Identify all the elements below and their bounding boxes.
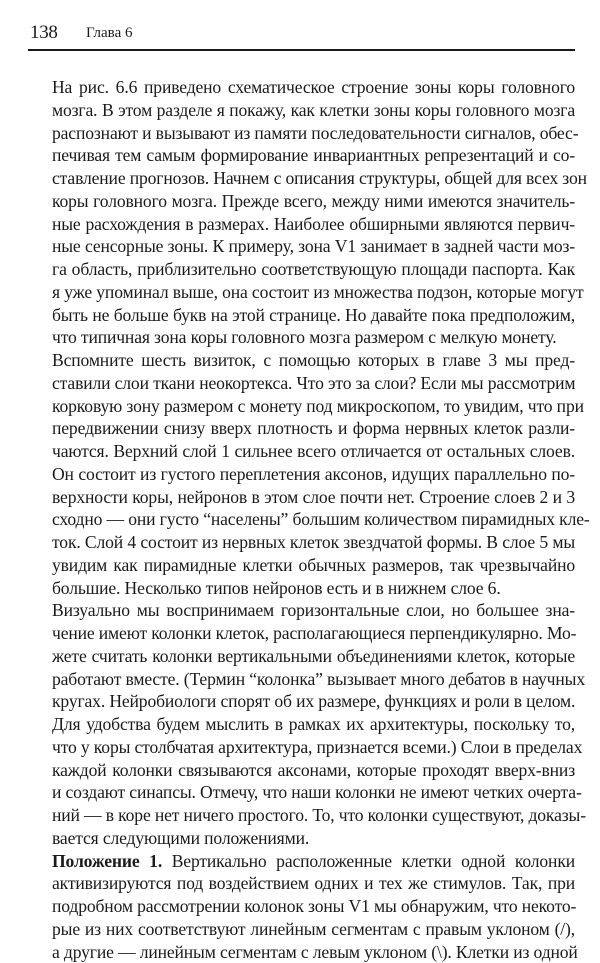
text-line: жете считать колонки вертикальными объединениями клеток, которые bbox=[28, 645, 575, 668]
header-rule bbox=[28, 49, 575, 51]
text-line: что у коры столбчатая архитектура, признается всеми.) Слои в пределах bbox=[28, 736, 575, 759]
text-line: Для удобства будем мыслить в рамках их архитектуры, поскольку то, bbox=[28, 713, 575, 736]
text-fragment: Вертикально расположенные клетки одной колонки bbox=[162, 851, 575, 871]
text-line: и создают синапсы. Отмечу, что наши колонки не имеют четких очерта- bbox=[28, 781, 575, 804]
text-line: мозга. В этом разделе я покажу, как клетки зоны коры головного мозга bbox=[28, 99, 575, 122]
text-line: подробном рассмотрении колонок зоны V1 мы обнаружим, что некото- bbox=[28, 895, 575, 918]
text-line: ные сенсорные зоны. К примеру, зона V1 занимает в задней части моз- bbox=[28, 235, 575, 258]
paragraph-3 bbox=[28, 599, 575, 849]
text-line: чаются. Верхний слой 1 сильнее всего отличается от остальных слоев. bbox=[28, 440, 575, 463]
text-line: Вспомните шесть визиток, с помощью которых в главе 3 мы пред- bbox=[28, 349, 575, 372]
text-line: ний — в коре нет ничего простого. То, что колонки существуют, доказы- bbox=[28, 804, 575, 827]
text-line: рые из них соответствуют линейным сегментам с правым уклоном (/), bbox=[28, 918, 575, 941]
text-line: ставили слои ткани неокортекса. Что это за слои? Если мы рассмотрим bbox=[28, 372, 575, 395]
paragraph-1 bbox=[28, 76, 575, 349]
text-line: га область, приблизительно соответствующую площади паспорта. Как bbox=[28, 258, 575, 281]
text-line bbox=[28, 850, 575, 873]
chapter-label: Глава 6 bbox=[86, 25, 132, 42]
text-line: чение имеют колонки клеток, располагающиеся перпендикулярно. Мо- bbox=[28, 622, 575, 645]
paragraph-4 bbox=[28, 850, 575, 963]
text-line: Визуально мы воспринимаем горизонтальные слои, но большее зна- bbox=[28, 599, 575, 622]
text-line: увидим как пирамидные клетки обычных размеров, так чрезвычайно bbox=[28, 554, 575, 577]
text-line: ставление прогнозов. Начнем с описания структуры, общей для всех зон bbox=[28, 167, 575, 190]
text-line: ток. Слой 4 состоит из нервных клеток звездчатой формы. В слое 5 мы bbox=[28, 531, 575, 554]
paragraph-2 bbox=[28, 349, 575, 599]
text-line: верхности коры, нейронов в этом слое почти нет. Строение слоев 2 и 3 bbox=[28, 486, 575, 509]
text-line: ные расхождения в размерах. Наиболее обширными являются первич- bbox=[28, 213, 575, 236]
proposition-label: Положение 1. bbox=[52, 851, 162, 871]
text-line: На рис. 6.6 приведено схематическое строение зоны коры головного bbox=[28, 76, 575, 99]
text-line: большие. Несколько типов нейронов есть и в нижнем слое 6. bbox=[28, 577, 575, 600]
body-text bbox=[28, 76, 575, 963]
text-line: а другие — линейным сегментам с левым уклоном (\). Клетки из одной bbox=[28, 941, 575, 963]
text-line: каждой колонки связываются аксонами, которые проходят вверх-вниз bbox=[28, 759, 575, 782]
text-line: вается следующими положениями. bbox=[28, 827, 575, 850]
text-line: что типичная зона коры головного мозга размером с мелкую монету. bbox=[28, 326, 575, 349]
text-line: я уже упоминал выше, она состоит из множества подзон, которые могут bbox=[28, 281, 575, 304]
text-line: печивая тем самым формирование инвариантных репрезентаций и со- bbox=[28, 144, 575, 167]
text-line: передвижении снизу вверх плотность и форма нервных клеток разли- bbox=[28, 417, 575, 440]
text-line: активизируются под воздействием одних и тех же стимулов. Так, при bbox=[28, 872, 575, 895]
text-line: работают вместе. (Термин “колонка” вызывает много дебатов в научных bbox=[28, 668, 575, 691]
text-line: сходно — они густо “населены” большим количеством пирамидных кле- bbox=[28, 508, 575, 531]
text-line: Он состоит из густого переплетения аксонов, идущих параллельно по- bbox=[28, 463, 575, 486]
text-line: быть не больше букв на этой странице. Но давайте пока предположим, bbox=[28, 304, 575, 327]
running-head bbox=[28, 22, 575, 48]
text-line: кругах. Нейробиологи спорят об их размере, функциях и роли в целом. bbox=[28, 690, 575, 713]
text-line: распознают и вызывают из памяти последовательности сигналов, обес- bbox=[28, 122, 575, 145]
text-line: коры головного мозга. Прежде всего, между ними имеются значитель- bbox=[28, 190, 575, 213]
page-number: 138 bbox=[30, 22, 58, 44]
text-line: корковую зону размером с монету под микроскопом, то увидим, что при bbox=[28, 395, 575, 418]
